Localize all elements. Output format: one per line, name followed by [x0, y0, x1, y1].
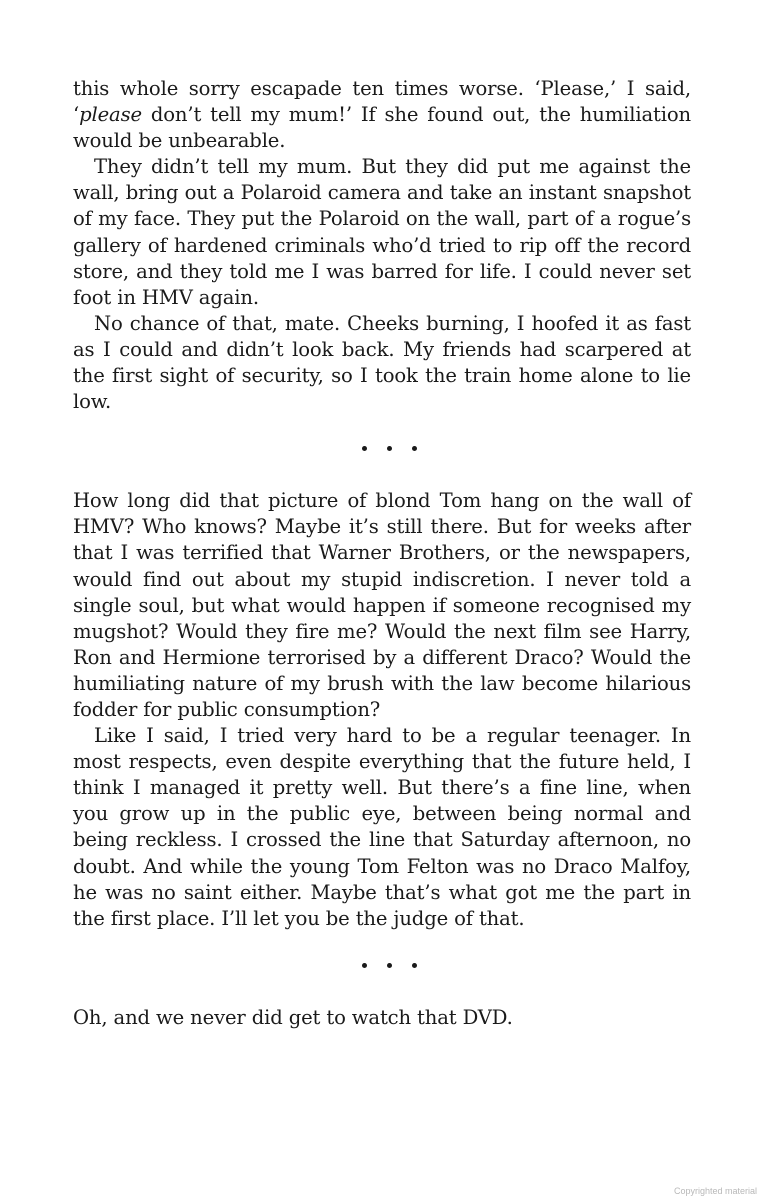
section-break-dot — [412, 446, 417, 451]
paragraph-1-text-b: don’t tell my mum!’ If she found out, the humiliation would be unbearable. — [73, 103, 691, 153]
section-break-dot — [412, 963, 417, 968]
paragraph-5: Like I said, I tried very hard to be a regular teenager. In most respects, even despite everything that the future held, I think I managed it pretty well. But there’s a fine line, when you grow up in the public eye, between being normal and being reckless. I crossed the line that Saturday afternoon, no doubt. And while the young Tom Felton was no Draco Malfoy, he was no saint either. Maybe that’s what got me the part in the first place. I’ll let you be the judge of that. — [73, 724, 691, 930]
section-break-dot — [387, 446, 392, 451]
paragraph-3: No chance of that, mate. Cheeks burning, I hoofed it as fast as I could and didn’t look back. My friends had scarpered at the first sight of security, so I took the train home alone to lie low. — [73, 311, 691, 414]
section-break-dot — [362, 963, 367, 968]
section-break-dot — [387, 963, 392, 968]
paragraph-6: Oh, and we never did get to watch that DVD. — [73, 1005, 513, 1029]
section-break-1 — [73, 422, 691, 474]
paragraph-2: They didn’t tell my mum. But they did put me against the wall, bring out a Polaroid camera and take an instant snapshot of my face. They put the Polaroid on the wall, part of a rogue’s gallery of hardened criminals who’d tried to rip off the record store, and they told me I was barred for life. I could never set foot in HMV again. — [73, 155, 691, 309]
section-break-dot — [362, 446, 367, 451]
paragraph-1-text-a: this whole sorry escapade ten times worse. ‘Please,’ I said, ‘ — [73, 77, 691, 127]
copyright-watermark: Copyrighted material — [673, 1186, 757, 1196]
paragraph-4: How long did that picture of blond Tom hang on the wall of HMV? Who knows? Maybe it’s still there. But for weeks after that I was terrified that Warner Brothers, or the newspapers, would find out about my stupid indiscretion. I never told a single soul, but what would happen if someone recognised my mugshot? Would they fire me? Would the next film see Harry, Ron and Hermione terrorised by a different Draco? Would the humiliating nature of my brush with the law become hilarious fodder for public consumption? — [73, 489, 691, 721]
paragraph-1-emphasis: please — [79, 103, 142, 127]
paragraph-1 — [73, 76, 691, 154]
section-break-2 — [73, 939, 691, 991]
book-page — [73, 76, 691, 1031]
